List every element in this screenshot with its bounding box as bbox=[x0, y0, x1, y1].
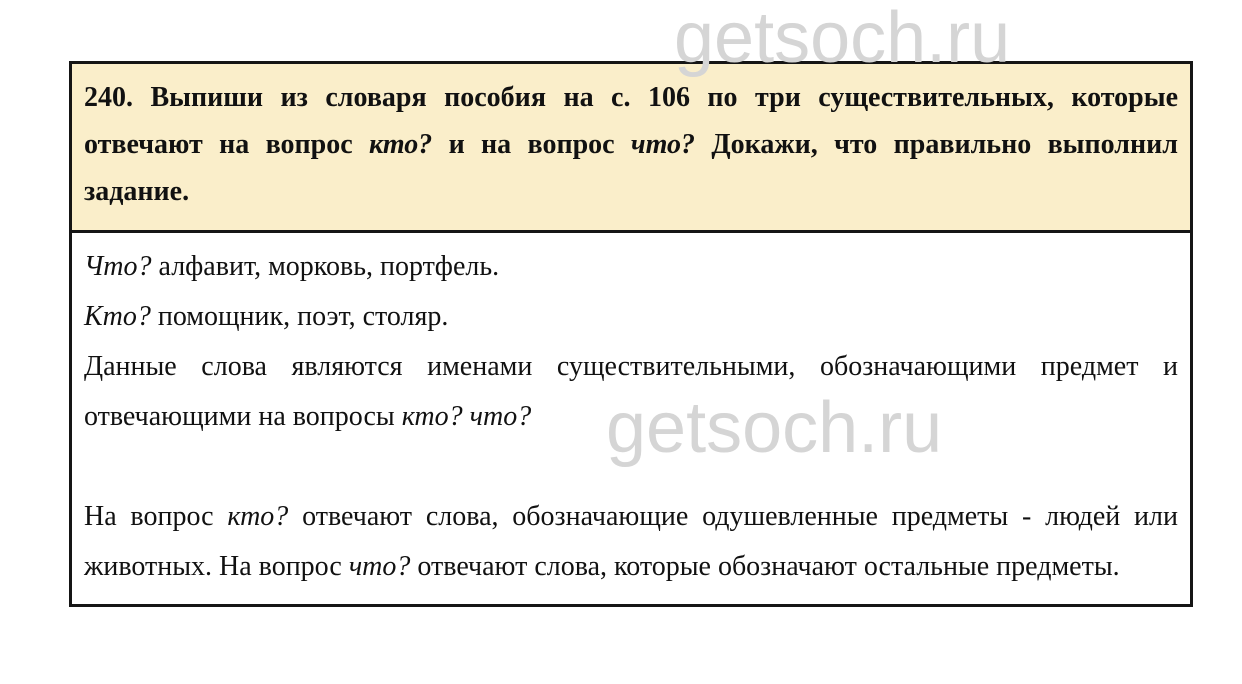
text-run: кто? bbox=[227, 501, 289, 532]
watermark-top: getsoch.ru bbox=[674, 0, 1011, 78]
text-run: Выпиши из словаря пособия на с. 106 по три существительных, которые отвечают на вопрос bbox=[84, 82, 1178, 160]
answer-paragraph-who bbox=[84, 292, 1178, 342]
text-run: кто? bbox=[369, 129, 433, 160]
answer-paragraph-what bbox=[84, 242, 1178, 292]
text-run: отвечают слова, которые обозначают остальные предметы. bbox=[410, 551, 1120, 582]
text-run: что? bbox=[348, 551, 411, 582]
text-run: Кто? bbox=[84, 301, 151, 332]
answer-paragraph-explanation bbox=[84, 342, 1178, 442]
task-box bbox=[72, 64, 1190, 233]
answer-paragraph-proof bbox=[84, 492, 1178, 592]
text-run: Что? bbox=[84, 251, 152, 282]
watermark-middle: getsoch.ru bbox=[606, 388, 943, 468]
text-run: Докажи, что правильно выполнил задание. bbox=[84, 129, 1178, 207]
text-run: и на вопрос bbox=[432, 129, 631, 160]
text-run: что? bbox=[630, 129, 696, 160]
text-run: алфавит, морковь, портфель. bbox=[151, 251, 500, 282]
text-run: помощник, поэт, столяр. bbox=[150, 301, 449, 332]
task-text bbox=[84, 74, 1178, 215]
exercise-number: 240. bbox=[84, 82, 133, 113]
text-run: кто? что? bbox=[401, 401, 532, 432]
text-run: На вопрос bbox=[84, 501, 228, 532]
exercise-document bbox=[69, 61, 1193, 607]
text-run: Данные слова являются именами существительными, обозначающими предмет и отвечающими на вопросы bbox=[84, 351, 1178, 432]
answer-box bbox=[72, 233, 1190, 592]
task-text-runs bbox=[84, 82, 1178, 207]
text-run: отвечают слова, обозначающие одушевленные предметы - людей или животных. На вопрос bbox=[84, 501, 1178, 582]
